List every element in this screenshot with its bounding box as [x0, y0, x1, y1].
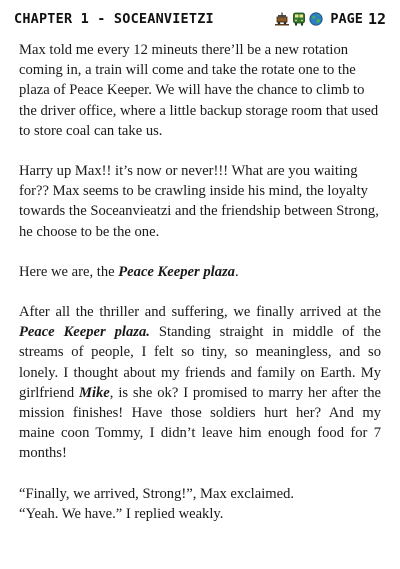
- paragraph-3-text: Here we are, the: [19, 263, 119, 280]
- girlfriend-name-emphasis: Mike: [78, 384, 110, 401]
- dialogue-line-1: “Finally, we arrived, Strong!”, Max exclaimed.: [19, 485, 295, 502]
- paragraph-2: Harry up Max!! it’s now or never!!! What are you waiting for?? Max seems to be crawling inside his mind, the loyalty towards the Soceanvieatzi and the friendship between Strong, he choose to be the one.: [19, 163, 379, 240]
- place-name-emphasis: Peace Keeper plaza: [118, 263, 235, 280]
- paragraph-4: [19, 302, 381, 464]
- paragraph-4-text-c: , is she ok? I promised to marry her after the mission finishes! Have those soldiers hurt her? And my maine coon Tommy, I didn’t leave him enough food for 7 months!: [19, 384, 381, 462]
- page-header: [14, 8, 386, 30]
- paragraph-1: Max told me every 12 mineuts there’ll be a new rotation coming in, a train will come and take the rotate one to the plaza of Peace Keeper. We will have the chance to climb to the driver office, where a little backup storage room that used to store coal can take us.: [19, 42, 379, 139]
- paragraph-3-end: .: [234, 263, 239, 280]
- paragraph-4-text-b: Standing straight in middle of the streams of people, I felt so tiny, so meaningless, and so lonely. I thought about my friends and family on Earth. My girlfriend: [19, 324, 381, 401]
- dialogue-line-2: “Yeah. We have.” I replied weakly.: [19, 505, 224, 522]
- place-name-emphasis-2: Peace Keeper plaza.: [19, 324, 150, 341]
- train-icon: [292, 12, 306, 26]
- paragraph-3: [19, 262, 381, 282]
- page-number: 12: [367, 10, 386, 28]
- chapter-title: CHAPTER 1 - SOCEANVIETZI: [14, 11, 214, 27]
- header-right: [275, 10, 386, 28]
- paragraph-4-text-a: After all the thriller and suffering, we finally arrived at the: [19, 304, 381, 321]
- page-label: PAGE: [330, 11, 363, 27]
- dialogue-block: [19, 484, 381, 524]
- mining-cart-icon: [275, 12, 289, 26]
- globe-icon: [309, 12, 323, 26]
- page-body: [19, 40, 381, 524]
